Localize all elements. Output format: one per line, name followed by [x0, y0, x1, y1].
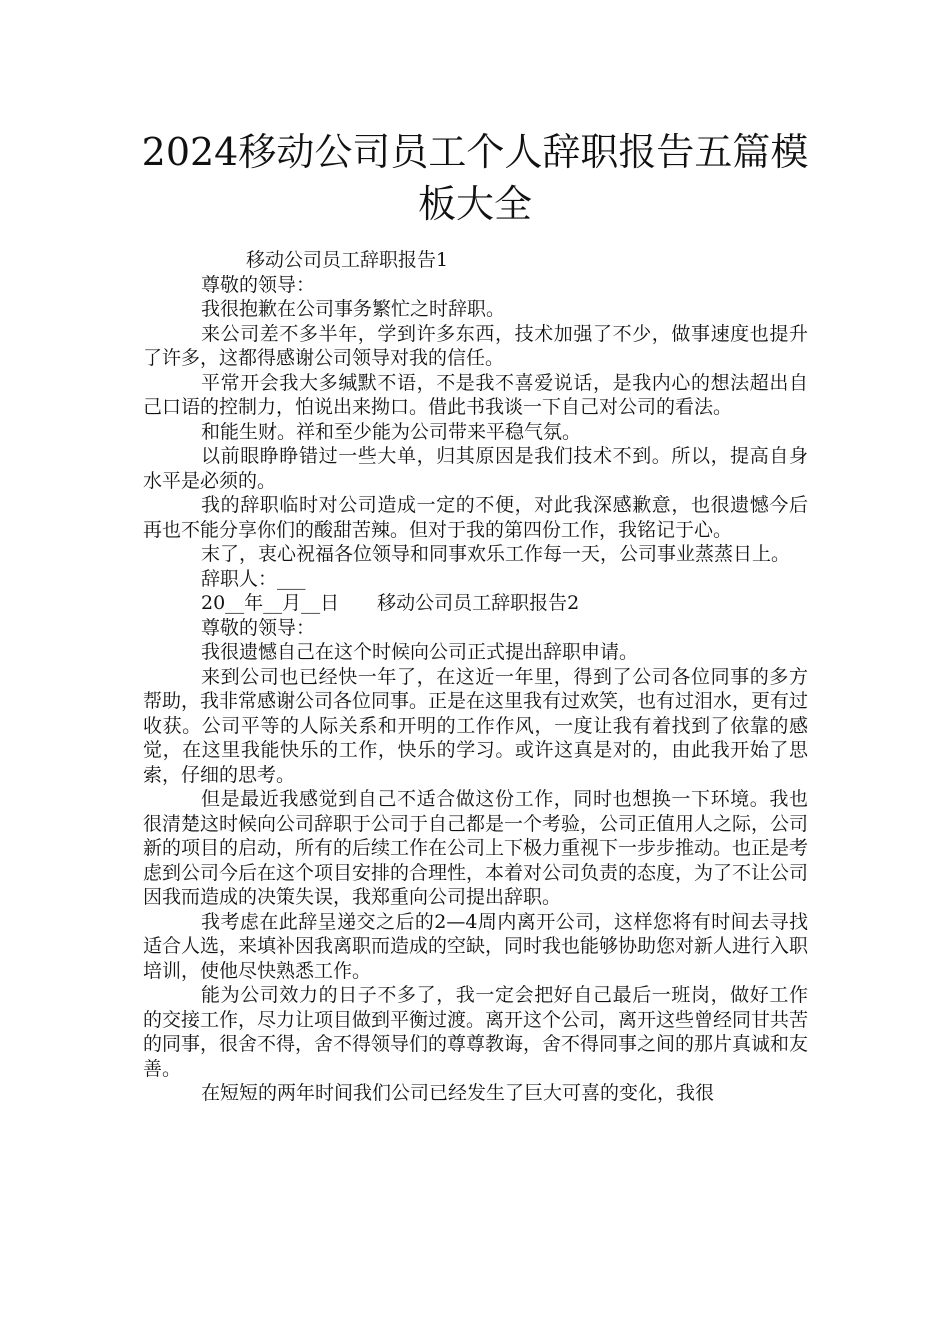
paragraph: 在短短的两年时间我们公司已经发生了巨大可喜的变化，我很 [201, 1082, 715, 1104]
paragraph: 来公司差不多半年，学到许多东西，技术加强了不少，做事速度也提升了许多，这都得感谢公司领导对我的信任。 [143, 322, 808, 369]
document-body [143, 248, 808, 1106]
paragraph: 和能生财。祥和至少能为公司带来平稳气氛。 [201, 420, 582, 443]
paragraph: 来到公司也已经快一年了，在这近一年里，得到了公司各位同事的多方帮助，我非常感谢公司各位同事。正是在这里我有过欢笑，也有过泪水，更有过收获。公司平等的人际关系和开明的工作作风，一度让我有着找到了依靠的感觉，在这里我能快乐的工作，快乐的学习。或许这真是对的，由此我开始了思索，仔细的思考。 [143, 665, 809, 786]
paragraph: 以前眼睁睁错过一些大单，归其原因是我们技术不到。所以，提高自身水平是必须的。 [143, 445, 808, 492]
date-and-section-heading-2: 20__年__月__日 移动公司员工辞职报告2 [201, 592, 580, 614]
paragraph: 能为公司效力的日子不多了，我一定会把好自己最后一班岗，做好工作的交接工作，尽力让项目做到平衡过渡。离开这个公司，离开这些曾经同甘共苦的同事，很舍不得，舍不得领导们的尊尊教诲，舍不得同事之间的那片真诚和友善。 [143, 984, 809, 1080]
paragraph: 我很抱歉在公司事务繁忙之时辞职。 [201, 298, 506, 320]
salutation: 尊敬的领导： [201, 616, 316, 639]
document-title: 2024移动公司员工个人辞职报告五篇模板大全 [141, 130, 809, 226]
paragraph: 但是最近我感觉到自己不适合做这份工作，同时也想换一下环境。我也很清楚这时候向公司辞职于公司于自己都是一个考验，公司正值用人之际，公司新的项目的启动，所有的后续工作在公司上下极力重视下一步步推动。也正是考虑到公司今后在这个项目安排的合理性，本着对公司负责的态度，为了不让公司因我而造成的决策失误，我郑重向公司提出辞职。 [143, 788, 809, 908]
section-heading-1: 移动公司员工辞职报告1 [246, 249, 449, 271]
paragraph: 平常开会我大多缄默不语，不是我不喜爱说话，是我内心的想法超出自己口语的控制力，怕说出来拗口。借此书我谈一下自己对公司的看法。 [143, 371, 808, 418]
signature-line: 辞职人：___ [201, 567, 306, 590]
paragraph: 末了，衷心祝福各位领导和同事欢乐工作每一天，公司事业蒸蒸日上。 [201, 543, 791, 565]
salutation: 尊敬的领导： [201, 273, 316, 296]
paragraph: 我的辞职临时对公司造成一定的不便，对此我深感歉意，也很遗憾今后再也不能分享你们的酸甜苦辣。但对于我的第四份工作，我铭记于心。 [143, 494, 808, 541]
paragraph: 我很遗憾自己在这个时候向公司正式提出辞职申请。 [201, 641, 639, 663]
paragraph: 我考虑在此辞呈递交之后的2—4周内离开公司，这样您将有时间去寻找适合人选，来填补因我离职而造成的空缺，同时我也能够协助您对新人进行入职培训，使他尽快熟悉工作。 [143, 910, 809, 982]
